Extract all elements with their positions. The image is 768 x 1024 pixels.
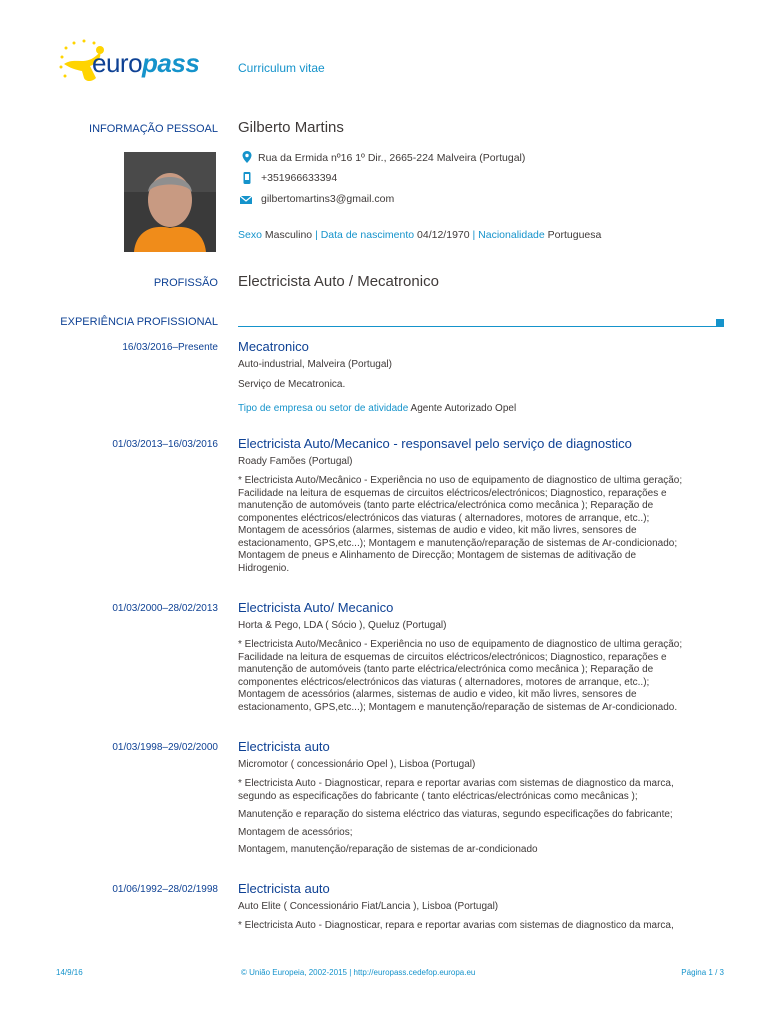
job-description <box>238 778 728 803</box>
europass-logo <box>56 38 228 90</box>
profile-photo <box>124 152 216 252</box>
job-description-line: Serviço de Mecatronica. <box>238 379 346 390</box>
job-description-line: manutenção de automóveis (tanto parte eléctrica/electrónica como mecânica ); Reparação de <box>238 500 654 511</box>
job-date: 01/03/1998–29/02/2000 <box>112 742 218 753</box>
job-description-line: * Electricista Auto - Diagnosticar, repara e reportar avarias com sistemas de diagnostico da marca, <box>238 920 674 931</box>
sex-label: Sexo <box>238 229 262 241</box>
logo-text-eur: eur <box>92 48 129 78</box>
logo-text-pass: pass <box>142 48 200 78</box>
sector-label: Tipo de empresa ou setor de atividade <box>238 403 409 414</box>
doc-title: Curriculum vitae <box>238 61 325 75</box>
job-employer: Auto Elite ( Concessionário Fiat/Lancia ), Lisboa (Portugal) <box>238 901 499 912</box>
job-employer: Roady Famões (Portugal) <box>238 456 353 467</box>
job-description-line: Montagem de acessórios (alarmes, sistemas de audio e video, kit mão livres, sensores de <box>238 689 637 700</box>
email-envelope-icon <box>239 193 253 207</box>
job-employer: Micromotor ( concessionário Opel ), Lisboa (Portugal) <box>238 759 476 770</box>
job-date: 01/03/2013–16/03/2016 <box>112 439 218 450</box>
job-description-line: Montagem de acessórios (alarmes, sistemas de audio e video, kit mão livres, sensores de <box>238 525 637 536</box>
job-description-line: componentes eléctricos/electrónicos das viaturas ( alternadores, motores de arranque, etc..); <box>238 676 650 688</box>
job-employer: Auto-industrial, Malveira (Portugal) <box>238 359 392 370</box>
personal-details-line <box>238 229 601 242</box>
job-title: Electricista Auto/Mecanico - responsavel pelo serviço de diagnostico <box>238 436 632 451</box>
logo-text-o: o <box>128 48 143 78</box>
job-description-line: Montagem, manutenção/reparação de sistemas de ar-condicionado <box>238 844 538 855</box>
job-description-line: manutenção de automóveis (tanto parte eléctrica/electrónica como mecânica ); Reparação de <box>238 664 654 675</box>
person-name: Gilberto Martins <box>238 119 344 136</box>
address: Rua da Ermida nº16 1º Dir., 2665-224 Malveira (Portugal) <box>258 152 526 164</box>
separator: | <box>472 229 476 241</box>
job-date: 16/03/2016–Presente <box>122 342 218 353</box>
job-description-line: Montagem de acessórios; <box>238 827 353 838</box>
job-date: 01/03/2000–28/02/2013 <box>112 603 218 614</box>
nationality-label: Nacionalidade <box>478 229 545 241</box>
job-description-line: * Electricista Auto/Mecânico - Experiência no uso de equipamento de diagnostico de ultima geração; <box>238 639 683 650</box>
job-title: Electricista auto <box>238 881 330 896</box>
location-pin-icon <box>240 150 254 164</box>
job-title: Mecatronico <box>238 339 309 354</box>
birth-label: Data de nascimento <box>320 229 415 241</box>
sex-value: Masculino <box>264 229 313 241</box>
job-title: Electricista auto <box>238 739 330 754</box>
job-description-line: Hidrogenio. <box>238 562 290 574</box>
phone[interactable]: +351966633394 <box>261 172 338 184</box>
job-description-line: Facilidade na leitura de esquemas de circuitos eléctricos/electrónicos; Diagnostico, reparações e <box>238 651 667 663</box>
email[interactable]: gilbertomartins3@gmail.com <box>261 193 395 205</box>
job-description-line: * Electricista Auto/Mecânico - Experiência no uso de equipamento de diagnostico de ultima geração; <box>238 475 683 486</box>
footer-copyright[interactable]: © União Europeia, 2002-2015 | http://europass.cedefop.europa.eu <box>241 968 476 977</box>
mobile-phone-icon <box>240 171 254 185</box>
section-divider <box>238 326 716 327</box>
job-description-line: * Electricista Auto - Diagnosticar, repara e reportar avarias com sistemas de diagnostico da marca, <box>238 778 674 789</box>
footer-date: 14/9/16 <box>56 968 83 977</box>
job-description-line: componentes eléctricos/electrónicos das viaturas ( alternadores, motores de arranque, etc..); <box>238 512 650 524</box>
job-description-line: segundo as especificações do fabricante ( tanto eléctricas/electrónicas como mecânicas ); <box>238 790 638 802</box>
separator: | <box>315 229 318 241</box>
birth-value: 04/12/1970 <box>417 229 470 241</box>
job-title: Electricista Auto/ Mecanico <box>238 600 394 615</box>
section-label-experience: EXPERIÊNCIA PROFISSIONAL <box>60 316 218 328</box>
section-label-profession: PROFISSÃO <box>153 277 218 289</box>
section-label-personal: INFORMAÇÃO PESSOAL <box>89 123 218 135</box>
footer-page-number: Página 1 / 3 <box>681 968 724 977</box>
job-description-line: Manutenção e reparação do sistema eléctrico das viaturas, segundo especificações do fabricante; <box>238 809 673 820</box>
sector-value: Agente Autorizado Opel <box>410 403 517 414</box>
job-description-line: estacionamento, GPS,etc...); Montagem e manutenção/reparação de sistemas de Ar-condicionado; <box>238 537 678 549</box>
job-description-line: Facilidade na leitura de esquemas de circuitos eléctricos/electrónicos; Diagnostico, reparações e <box>238 487 667 499</box>
nationality-value: Portuguesa <box>547 229 602 241</box>
job-description <box>238 475 728 575</box>
job-description <box>238 639 728 714</box>
section-divider-marker <box>716 319 724 327</box>
job-date: 01/06/1992–28/02/1998 <box>112 884 218 895</box>
job-employer: Horta & Pego, LDA ( Sócio ), Queluz (Portugal) <box>238 620 447 631</box>
profession-value: Electricista Auto / Mecatronico <box>238 273 439 290</box>
job-description-line: Montagem de pneus e Alinhamento de Direcção; Montagem de sistemas de aditivação de <box>238 550 637 561</box>
job-description-line: estacionamento, GPS,etc...); Montagem e manutenção/reparação de sistemas de Ar-condicionado. <box>238 701 678 713</box>
job-sector <box>238 403 516 416</box>
